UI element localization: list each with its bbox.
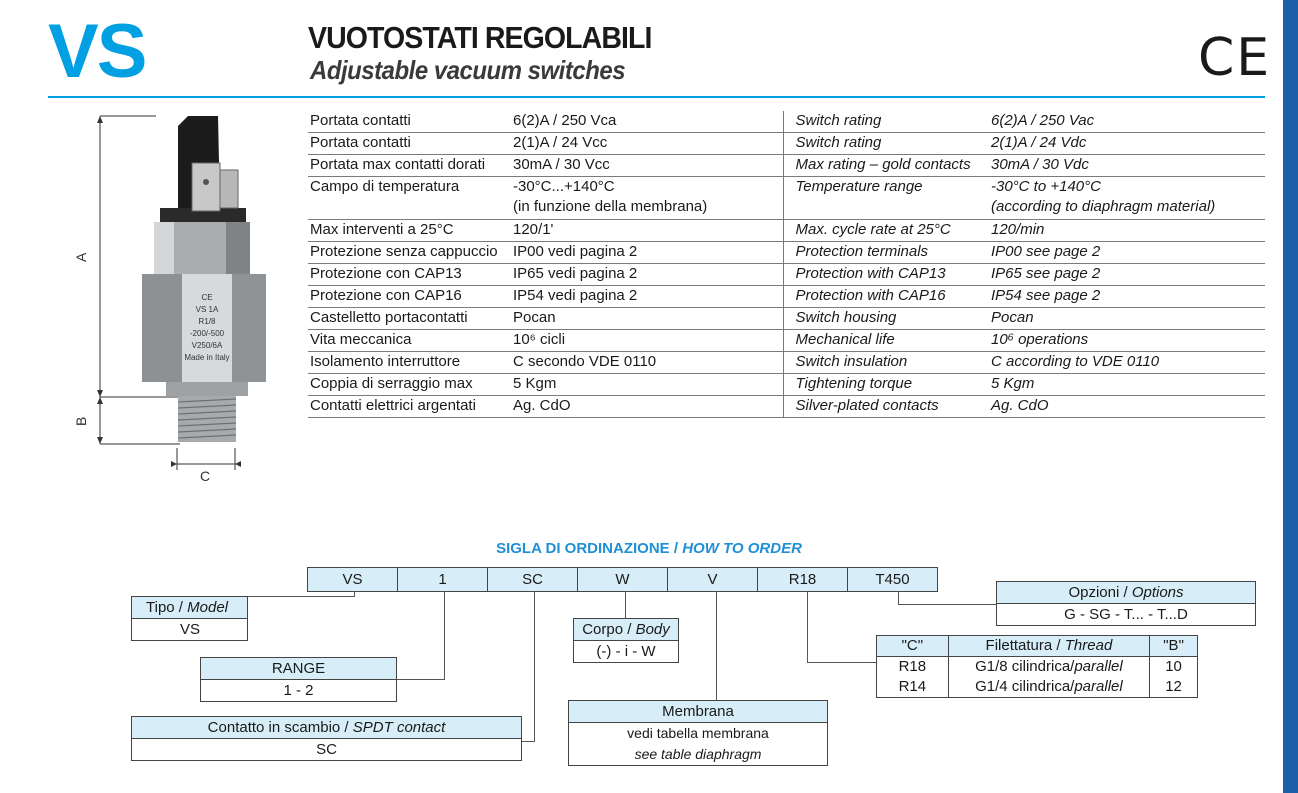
marking-line: -200/-500	[189, 329, 225, 338]
product-image	[70, 108, 300, 488]
spec-row	[308, 155, 1265, 177]
options-label-it: Opzioni	[1068, 584, 1120, 601]
spec-value-it: C secondo VDE 0110	[511, 352, 783, 374]
order-code-cell: W	[577, 567, 668, 592]
spec-row	[308, 177, 1265, 220]
spec-label-it: Isolamento interruttore	[308, 352, 511, 374]
spec-label-it: Vita meccanica	[308, 330, 511, 352]
thread-row-desc: G1/4 cilindrica/parallel	[948, 677, 1149, 698]
options-label-en: Options	[1131, 584, 1184, 601]
spec-value-it: -30°C...+140°C (in funzione della membrana)	[511, 177, 783, 220]
how-to-order-title	[0, 540, 1298, 557]
body-label-it: Corpo	[582, 621, 624, 638]
order-code-cell: 1	[397, 567, 488, 592]
marking-line: VS 1A	[195, 305, 219, 314]
spec-value-en: 120/min	[989, 220, 1265, 242]
spec-value-it: Pocan	[511, 308, 783, 330]
how-to-order-title-en: HOW TO ORDER	[682, 540, 802, 557]
spec-value-it: IP65 vedi pagina 2	[511, 264, 783, 286]
thread-col-desc: Filettatura / Thread	[948, 636, 1149, 657]
spec-row	[308, 111, 1265, 133]
spec-value-en: Pocan	[989, 308, 1265, 330]
order-code-cell: SC	[487, 567, 578, 592]
dimension-a-label: A	[73, 252, 89, 262]
spec-row	[308, 133, 1265, 155]
spec-row	[308, 396, 1265, 418]
spec-label-it: Portata contatti	[308, 111, 511, 133]
connector-line	[520, 741, 535, 742]
marking-line: CE	[201, 293, 213, 302]
spec-label-en: Max. cycle rate at 25°C	[783, 220, 989, 242]
spec-row	[308, 352, 1265, 374]
diaphragm-text-it: vedi tabella membrana	[627, 725, 769, 741]
spec-row	[308, 330, 1265, 352]
spec-label-en: Switch housing	[783, 308, 989, 330]
spec-value-en: IP00 see page 2	[989, 242, 1265, 264]
spec-row	[308, 242, 1265, 264]
options-box: Opzioni / Options G - SG - T... - T...D	[996, 581, 1256, 626]
thread-col-c: "C"	[877, 636, 949, 657]
contact-value: SC	[316, 741, 337, 758]
page-subtitle: Adjustable vacuum switches	[310, 55, 626, 85]
thread-row-c: R14	[877, 677, 949, 698]
marking-line: R1/8	[198, 317, 216, 326]
title-separator: /	[669, 540, 683, 557]
series-code: VS	[48, 9, 146, 94]
spec-label-en: Max rating – gold contacts	[783, 155, 989, 177]
connector-line	[625, 591, 626, 619]
model-label-it: Tipo	[146, 599, 175, 616]
spec-value-en: 6(2)A / 250 Vac	[989, 111, 1265, 133]
spec-label-it: Protezione con CAP16	[308, 286, 511, 308]
spec-value-en: 10⁶ operations	[989, 330, 1265, 352]
spec-label-en: Protection with CAP16	[783, 286, 989, 308]
connector-line	[807, 662, 877, 663]
body-box: Corpo / Body (-) - i - W	[573, 618, 679, 663]
spec-value-en: 2(1)A / 24 Vdc	[989, 133, 1265, 155]
range-label: RANGE	[201, 658, 396, 680]
spec-value-it: 5 Kgm	[511, 374, 783, 396]
spec-label-it: Castelletto portacontatti	[308, 308, 511, 330]
spec-label-it: Protezione senza cappuccio	[308, 242, 511, 264]
order-code-cell: T450	[847, 567, 938, 592]
spec-value-it: IP00 vedi pagina 2	[511, 242, 783, 264]
spec-label-it: Coppia di serraggio max	[308, 374, 511, 396]
spec-label-en: Switch rating	[783, 133, 989, 155]
model-value: VS	[180, 621, 201, 638]
spec-value-en: -30°C to +140°C (according to diaphragm material)	[989, 177, 1265, 220]
thread-row-b: 10	[1150, 657, 1198, 678]
diaphragm-box	[568, 700, 828, 766]
how-to-order-title-it: SIGLA DI ORDINAZIONE	[496, 540, 670, 557]
diaphragm-label: Membrana	[569, 701, 827, 723]
spec-value-en: 5 Kgm	[989, 374, 1265, 396]
thread-col-b: "B"	[1150, 636, 1198, 657]
body-value: (-) - i - W	[596, 643, 656, 660]
specifications-table	[308, 111, 1265, 418]
spec-label-it: Contatti elettrici argentati	[308, 396, 511, 418]
thread-col-en: Thread	[1064, 637, 1113, 654]
spec-value-it: 6(2)A / 250 Vca	[511, 111, 783, 133]
thread-table	[876, 635, 1198, 698]
marking-line: Made in Italy	[184, 353, 230, 362]
spec-label-it: Portata max contatti dorati	[308, 155, 511, 177]
spec-row	[308, 374, 1265, 396]
page-title: VUOTOSTATI REGOLABILI	[308, 20, 652, 55]
spec-value-en: C according to VDE 0110	[989, 352, 1265, 374]
spec-row	[308, 308, 1265, 330]
spec-value-en: IP65 see page 2	[989, 264, 1265, 286]
spec-row	[308, 220, 1265, 242]
contact-label-it: Contatto in scambio	[207, 719, 341, 736]
diaphragm-text-en: see table diaphragm	[634, 746, 762, 762]
spec-value-it: 120/1'	[511, 220, 783, 242]
marking-line: V250/6A	[191, 341, 223, 350]
options-value: G - SG - T... - T...D	[1064, 606, 1188, 623]
spec-value-it: Ag. CdO	[511, 396, 783, 418]
spec-label-en: Protection terminals	[783, 242, 989, 264]
spec-label-it: Protezione con CAP13	[308, 264, 511, 286]
order-code-cell: VS	[307, 567, 398, 592]
connector-line	[444, 591, 445, 680]
spec-label-it: Campo di temperatura	[308, 177, 511, 220]
spec-value-it: IP54 vedi pagina 2	[511, 286, 783, 308]
spec-value-en: IP54 see page 2	[989, 286, 1265, 308]
body-label-en: Body	[635, 621, 670, 638]
connector-line	[395, 679, 445, 680]
header-divider	[48, 96, 1265, 98]
thread-col-it: Filettatura	[985, 637, 1053, 654]
range-box	[200, 657, 397, 702]
spec-label-en: Tightening torque	[783, 374, 989, 396]
contact-box: Contatto in scambio / SPDT contact SC	[131, 716, 522, 761]
connector-line	[247, 596, 355, 597]
thread-row-desc: G1/8 cilindrica/parallel	[948, 657, 1149, 678]
spec-label-en: Silver-plated contacts	[783, 396, 989, 418]
connector-line	[898, 604, 997, 605]
spec-label-en: Temperature range	[783, 177, 989, 220]
range-value: 1 - 2	[283, 682, 314, 699]
model-label-en: Model	[187, 599, 228, 616]
spec-value-en: 30mA / 30 Vdc	[989, 155, 1265, 177]
thread-row-b: 12	[1150, 677, 1198, 698]
spec-value-it: 2(1)A / 24 Vcc	[511, 133, 783, 155]
spec-value-it: 10⁶ cicli	[511, 330, 783, 352]
connector-line	[807, 591, 808, 663]
order-code-cell: R18	[757, 567, 848, 592]
ce-mark: CE	[1198, 28, 1272, 88]
spec-label-en: Switch rating	[783, 111, 989, 133]
spec-value-it: 30mA / 30 Vcc	[511, 155, 783, 177]
dimension-b-label: B	[73, 416, 89, 426]
spec-row	[308, 286, 1265, 308]
spec-label-en: Protection with CAP13	[783, 264, 989, 286]
page-side-bar	[1283, 0, 1298, 793]
connector-line	[898, 591, 899, 605]
spec-label-en: Mechanical life	[783, 330, 989, 352]
dimension-c-label: C	[200, 468, 211, 484]
contact-label-en: SPDT contact	[352, 719, 446, 736]
spec-label-en: Switch insulation	[783, 352, 989, 374]
order-code-row	[308, 567, 938, 592]
connector-line	[716, 591, 717, 701]
spec-value-en: Ag. CdO	[989, 396, 1265, 418]
spec-label-it: Max interventi a 25°C	[308, 220, 511, 242]
model-box: Tipo / Model VS	[131, 596, 248, 641]
spec-label-it: Portata contatti	[308, 133, 511, 155]
thread-row-c: R18	[877, 657, 949, 678]
order-code-cell: V	[667, 567, 758, 592]
spec-row	[308, 264, 1265, 286]
connector-line	[534, 591, 535, 742]
